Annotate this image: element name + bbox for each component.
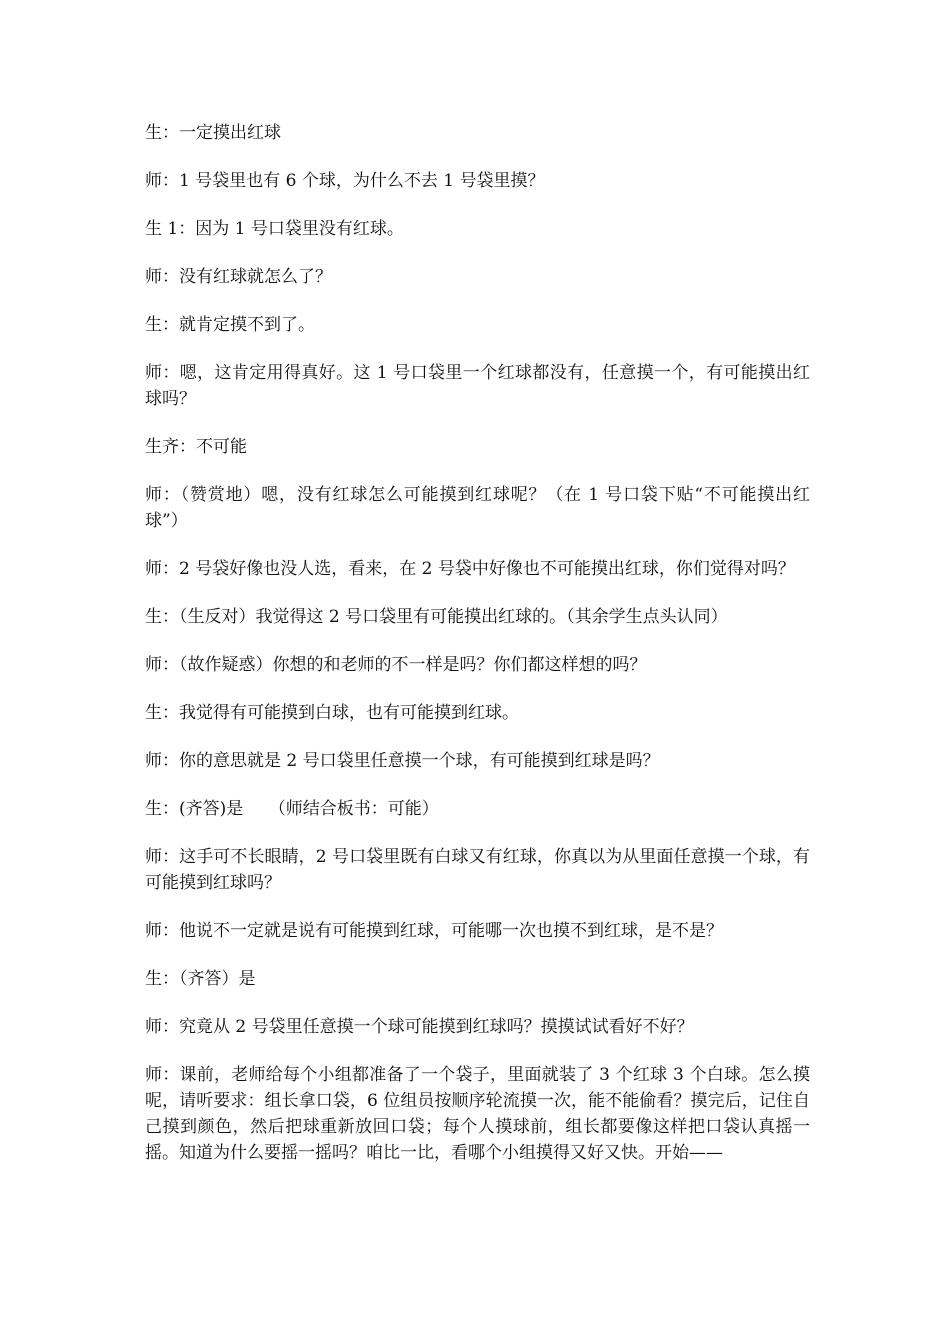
paragraph: 师：1 号袋里也有 6 个球，为什么不去 1 号袋里摸？: [145, 171, 545, 191]
paragraph: 生 1：因为 1 号口袋里没有红球。: [145, 219, 404, 239]
document-body: [145, 120, 810, 1188]
paragraph: 生：我觉得有可能摸到白球，也有可能摸到红球。: [145, 703, 519, 723]
paragraph: 师：你的意思就是 2 号口袋里任意摸一个球，有可能摸到红球是吗？: [145, 751, 660, 771]
paragraph: 生：（生反对）我觉得这 2 号口袋里有可能摸出红球的。（其余学生点头认同）: [145, 607, 728, 627]
paragraph: 生：(齐答)是 （师结合板书：可能）: [145, 799, 439, 819]
paragraph: 师：2 号袋好像也没人选，看来，在 2 号袋中好像也不可能摸出红球，你们觉得对吗？: [145, 559, 795, 579]
paragraph: 师：他说不一定就是说有可能摸到红球，可能哪一次也摸不到红球，是不是？: [145, 921, 723, 941]
paragraph: 师：究竟从 2 号袋里任意摸一个球可能摸到红球吗？摸摸试试看好不好？: [145, 1017, 694, 1037]
paragraph: 师：（赞赏地）嗯，没有红球怎么可能摸到红球呢？（在 1 号口袋下贴“不可能摸出红球”）: [145, 485, 810, 531]
paragraph: 师：课前，老师给每个小组都准备了一个袋子，里面就装了 3 个红球 3 个白球。怎么摸呢，请听要求：组长拿口袋，6 位组员按顺序轮流摸一次，能不能偷看？摸完后，记住自己摸到颜色，然后把球重新放回口袋；每个人摸球前，组长都要像这样把口袋认真摇一摇。知道为什么要摇一摇吗？咱比一比，看哪个小组摸得又好又快。开始——: [145, 1065, 810, 1163]
paragraph: 生：一定摸出红球: [145, 123, 281, 143]
paragraph: 师：嗯，这肯定用得真好。这 1 号口袋里一个红球都没有，任意摸一个，有可能摸出红球吗？: [145, 363, 810, 409]
paragraph: 师：没有红球就怎么了？: [145, 267, 332, 287]
paragraph: 师：（故作疑惑）你想的和老师的不一样是吗？你们都这样想的吗？: [145, 655, 647, 675]
paragraph: 生：就肯定摸不到了。: [145, 315, 315, 335]
paragraph: 生齐：不可能: [145, 437, 247, 457]
paragraph: 师：这手可不长眼睛，2 号口袋里既有白球又有红球，你真以为从里面任意摸一个球，有可能摸到红球吗？: [145, 847, 810, 893]
paragraph: 生：（齐答）是: [145, 969, 256, 989]
